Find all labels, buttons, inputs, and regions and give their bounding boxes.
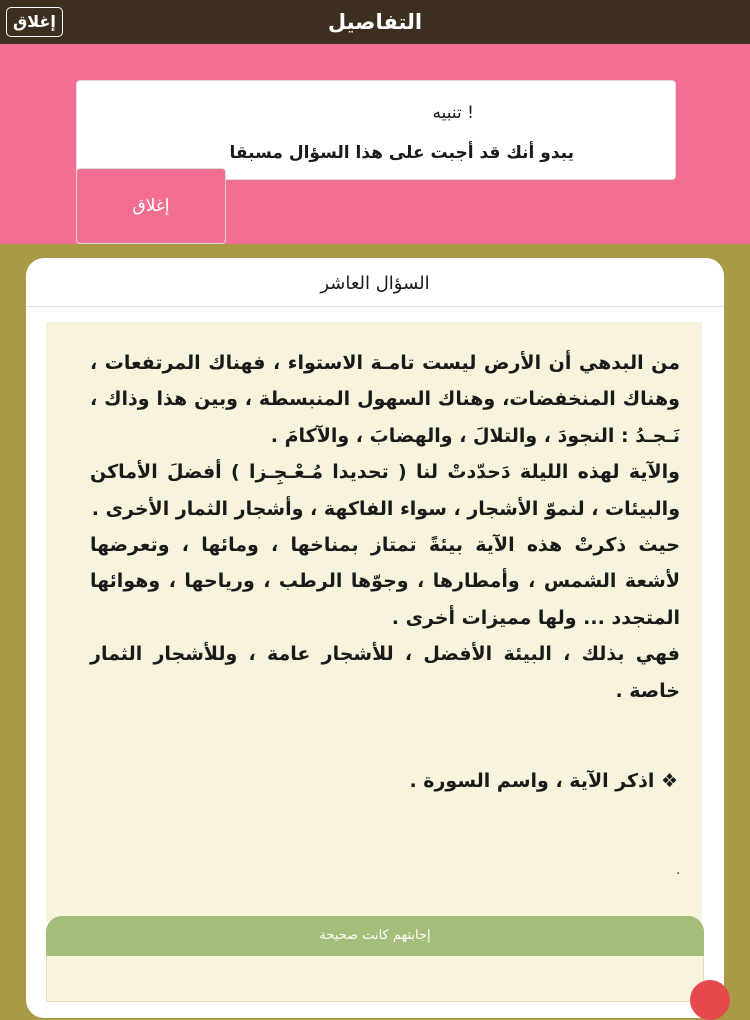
trailing-dot: . xyxy=(676,862,681,878)
page-title: التفاصيل xyxy=(327,10,423,34)
body-paragraph: فهي بذلك ، البيئة الأفضل ، للأشجار عامة ، وللأشجار الثمار خاصة . xyxy=(90,643,680,702)
card-divider xyxy=(26,306,724,307)
body-paragraph: حيث ذكرتْ هذه الآية بيئةً تمتاز بمناخها ، ومائها ، وتعرضها لأشعة الشمس ، وأمطارها ، وجوّها الرطب ، ورياحها ، وهوائها المتجدد ... ولها مميزات أخرى . xyxy=(90,534,680,629)
header-close-button[interactable]: إغلاق xyxy=(6,7,63,37)
floating-action-button[interactable] xyxy=(690,980,730,1020)
top-bar xyxy=(0,0,750,44)
body-paragraph: والآية لهذه الليلة دَحدّدتْ لنا ( تحديدا مُـعْـجِـزا ) أفضلَ الأماكن والبيئات ، لنموّ الأشجار ، سواء الفاكهة ، وأشجار الثمار الأخرى . xyxy=(90,461,680,520)
question-body xyxy=(90,345,680,709)
alert-box xyxy=(76,80,676,180)
body-paragraph: من البدهي أن الأرض ليست تامـة الاستواء ، فهناك المرتفعات ، وهناك المنخفضات، وهناك السهول المنبسطة ، وبين هذا وذاك ، نَـجـدُ : النجودَ ، والتلالَ ، والهضابَ ، والآكامَ . xyxy=(90,352,680,447)
answer-status-header: إجابتهم كانت صحيحة xyxy=(46,916,704,956)
question-title: السؤال العاشر xyxy=(320,273,430,294)
alert-title: تنبيه ! xyxy=(432,103,474,123)
alert-close-button[interactable]: إغلاق xyxy=(76,168,226,244)
question-prompt: ❖ اذكر الآية ، واسم السورة . xyxy=(409,770,678,792)
alert-message: يبدو أنك قد أجبت على هذا السؤال مسبقا xyxy=(229,143,574,163)
